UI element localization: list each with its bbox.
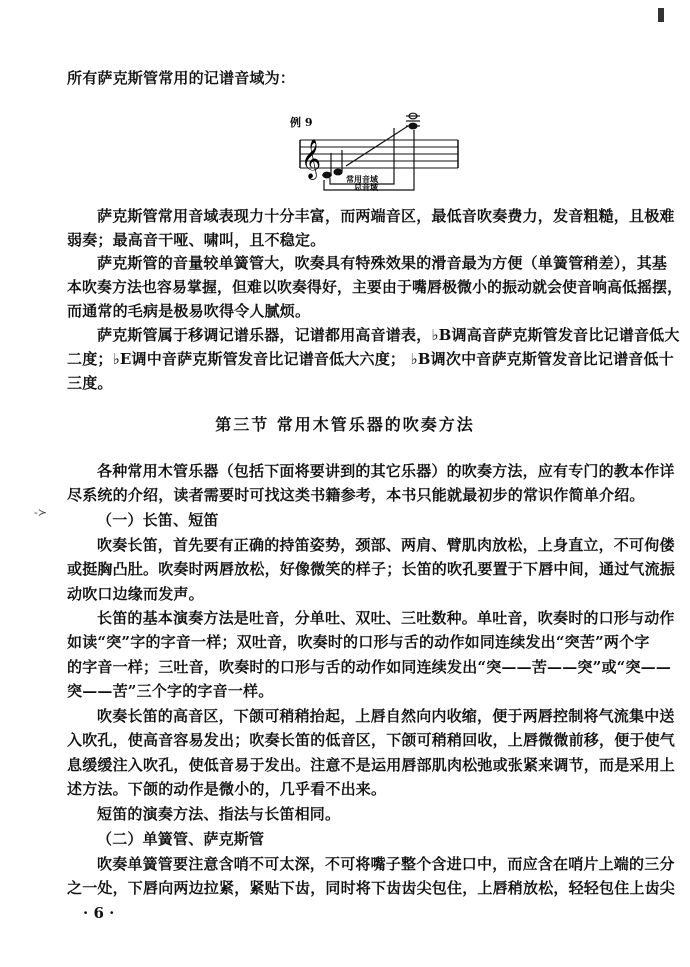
paragraph-line: 弱奏；最高音干哑、啸叫，且不稳定。 [67,231,326,249]
paragraph-line: 之一处，下唇向两边拉紧，紧贴下齿，同时将下齿齿尖包住，上唇稍放松，轻轻包住上齿尖 [67,879,676,897]
section-title: 第三节 常用木管乐器的吹奏方法 [215,415,475,434]
paragraph-line: 尽系统的介绍，读者需要时可找这类书籍参考，本书只能就最初步的常识作简单介绍。 [67,486,645,504]
paragraph-line: 吹奏长笛的高音区，下颌可稍稍抬起，上唇自然向内收缩，便于两唇控制将气流集中送 [97,707,675,725]
paragraph-line: 萨克斯管的音量较单簧管大，吹奏具有特殊效果的滑音最为方便（单簧管稍差），其基 [97,254,668,272]
paragraph-line: 的字音一样；三吐音，吹奏时的口形与舌的动作如同连续发出“突——苦——突”或“突—— [67,658,672,676]
page-number: · 6 · [83,904,115,922]
paragraph-line: 或挺胸凸肚。吹奏时两唇放松，好像微笑的样子；长笛的吹孔要置于下唇中间，通过气流振 [67,560,676,578]
paragraph-line: 突——苦”三个字的字音一样。 [67,682,274,700]
paragraph-line: 长笛的基本演奏方法是吐音，分单吐、双吐、三吐数种。单吐音，吹奏时的口形与动作 [97,609,675,627]
paragraph-line: 吹奏长笛，首先要有正确的持笛姿势，颈部、两肩、臂肌肉放松，上身直立，不可佝偻 [97,536,675,554]
scan-mark [658,8,664,22]
common-range-label: 常用音域 [346,174,378,184]
paragraph-line: 三度。 [67,374,113,392]
paragraph-line: 本吹奏方法也容易掌握，但难以吹奏得好，主要由于嘴唇极微小的振动就会使音响高低摇摆， [67,278,683,296]
paragraph-line: 吹奏单簧管要注意含哨不可太深，不可将嘴子整个含进口中，而应含在哨片上端的三分 [97,855,675,873]
paragraph-line: 萨克斯管常用音域表现力十分丰富，而两端音区，最低音吹奏费力，发音粗糙，且极难 [97,207,675,225]
paragraph-line: 而通常的毛病是极易吹得令人腻烦。 [67,302,311,320]
paragraph-line: 入吹孔，使高音容易发出；吹奏长笛的低音区，下颌可稍稍回收，上唇微微前移，便于使气 [67,731,676,749]
paragraph-line: 动吹口边缘而发声。 [67,585,204,603]
example-label: 例 9 [290,116,313,129]
music-example-figure [288,110,463,192]
staff-notation [288,110,463,192]
total-range-label: 总音域 [354,182,378,192]
paragraph-line: 如读“突”字的字音一样；双吐音，吹奏时的口形与舌的动作如同连续发出“突苦”两个字 [67,633,650,651]
paragraph-line: 二度；♭E调中音萨克斯管发音比记谱音低大六度； ♭B调次中音萨克斯管发音比记谱音低十 [67,350,674,368]
paragraph-line: 述方法。下颌的动作是微小的，几乎看不出来。 [67,780,387,798]
paragraph-line: 各种常用木管乐器（包括下面将要讲到的其它乐器）的吹奏方法，应有专门的教本作详 [97,462,675,480]
subsection-heading: （二）单簧管、萨克斯管 [97,830,265,848]
paragraph-line: 息缓缓注入吹孔，使低音易于发出。注意不是运用唇部肌肉松弛或张紧来调节，而是采用上 [67,756,676,774]
treble-clef: 𝄞 [301,139,322,179]
margin-mark: -≻ [34,506,47,519]
paragraph-line: 萨克斯管属于移调记谱乐器，记谱都用高音谱表，♭B调高音萨克斯管发音比记谱音低大 [97,326,680,344]
intro-line: 所有萨克斯管常用的记谱音域为： [67,69,296,87]
paragraph-line: 短笛的演奏方法、指法与长笛相同。 [97,805,341,823]
subsection-heading: （一）长笛、短笛 [97,511,219,529]
